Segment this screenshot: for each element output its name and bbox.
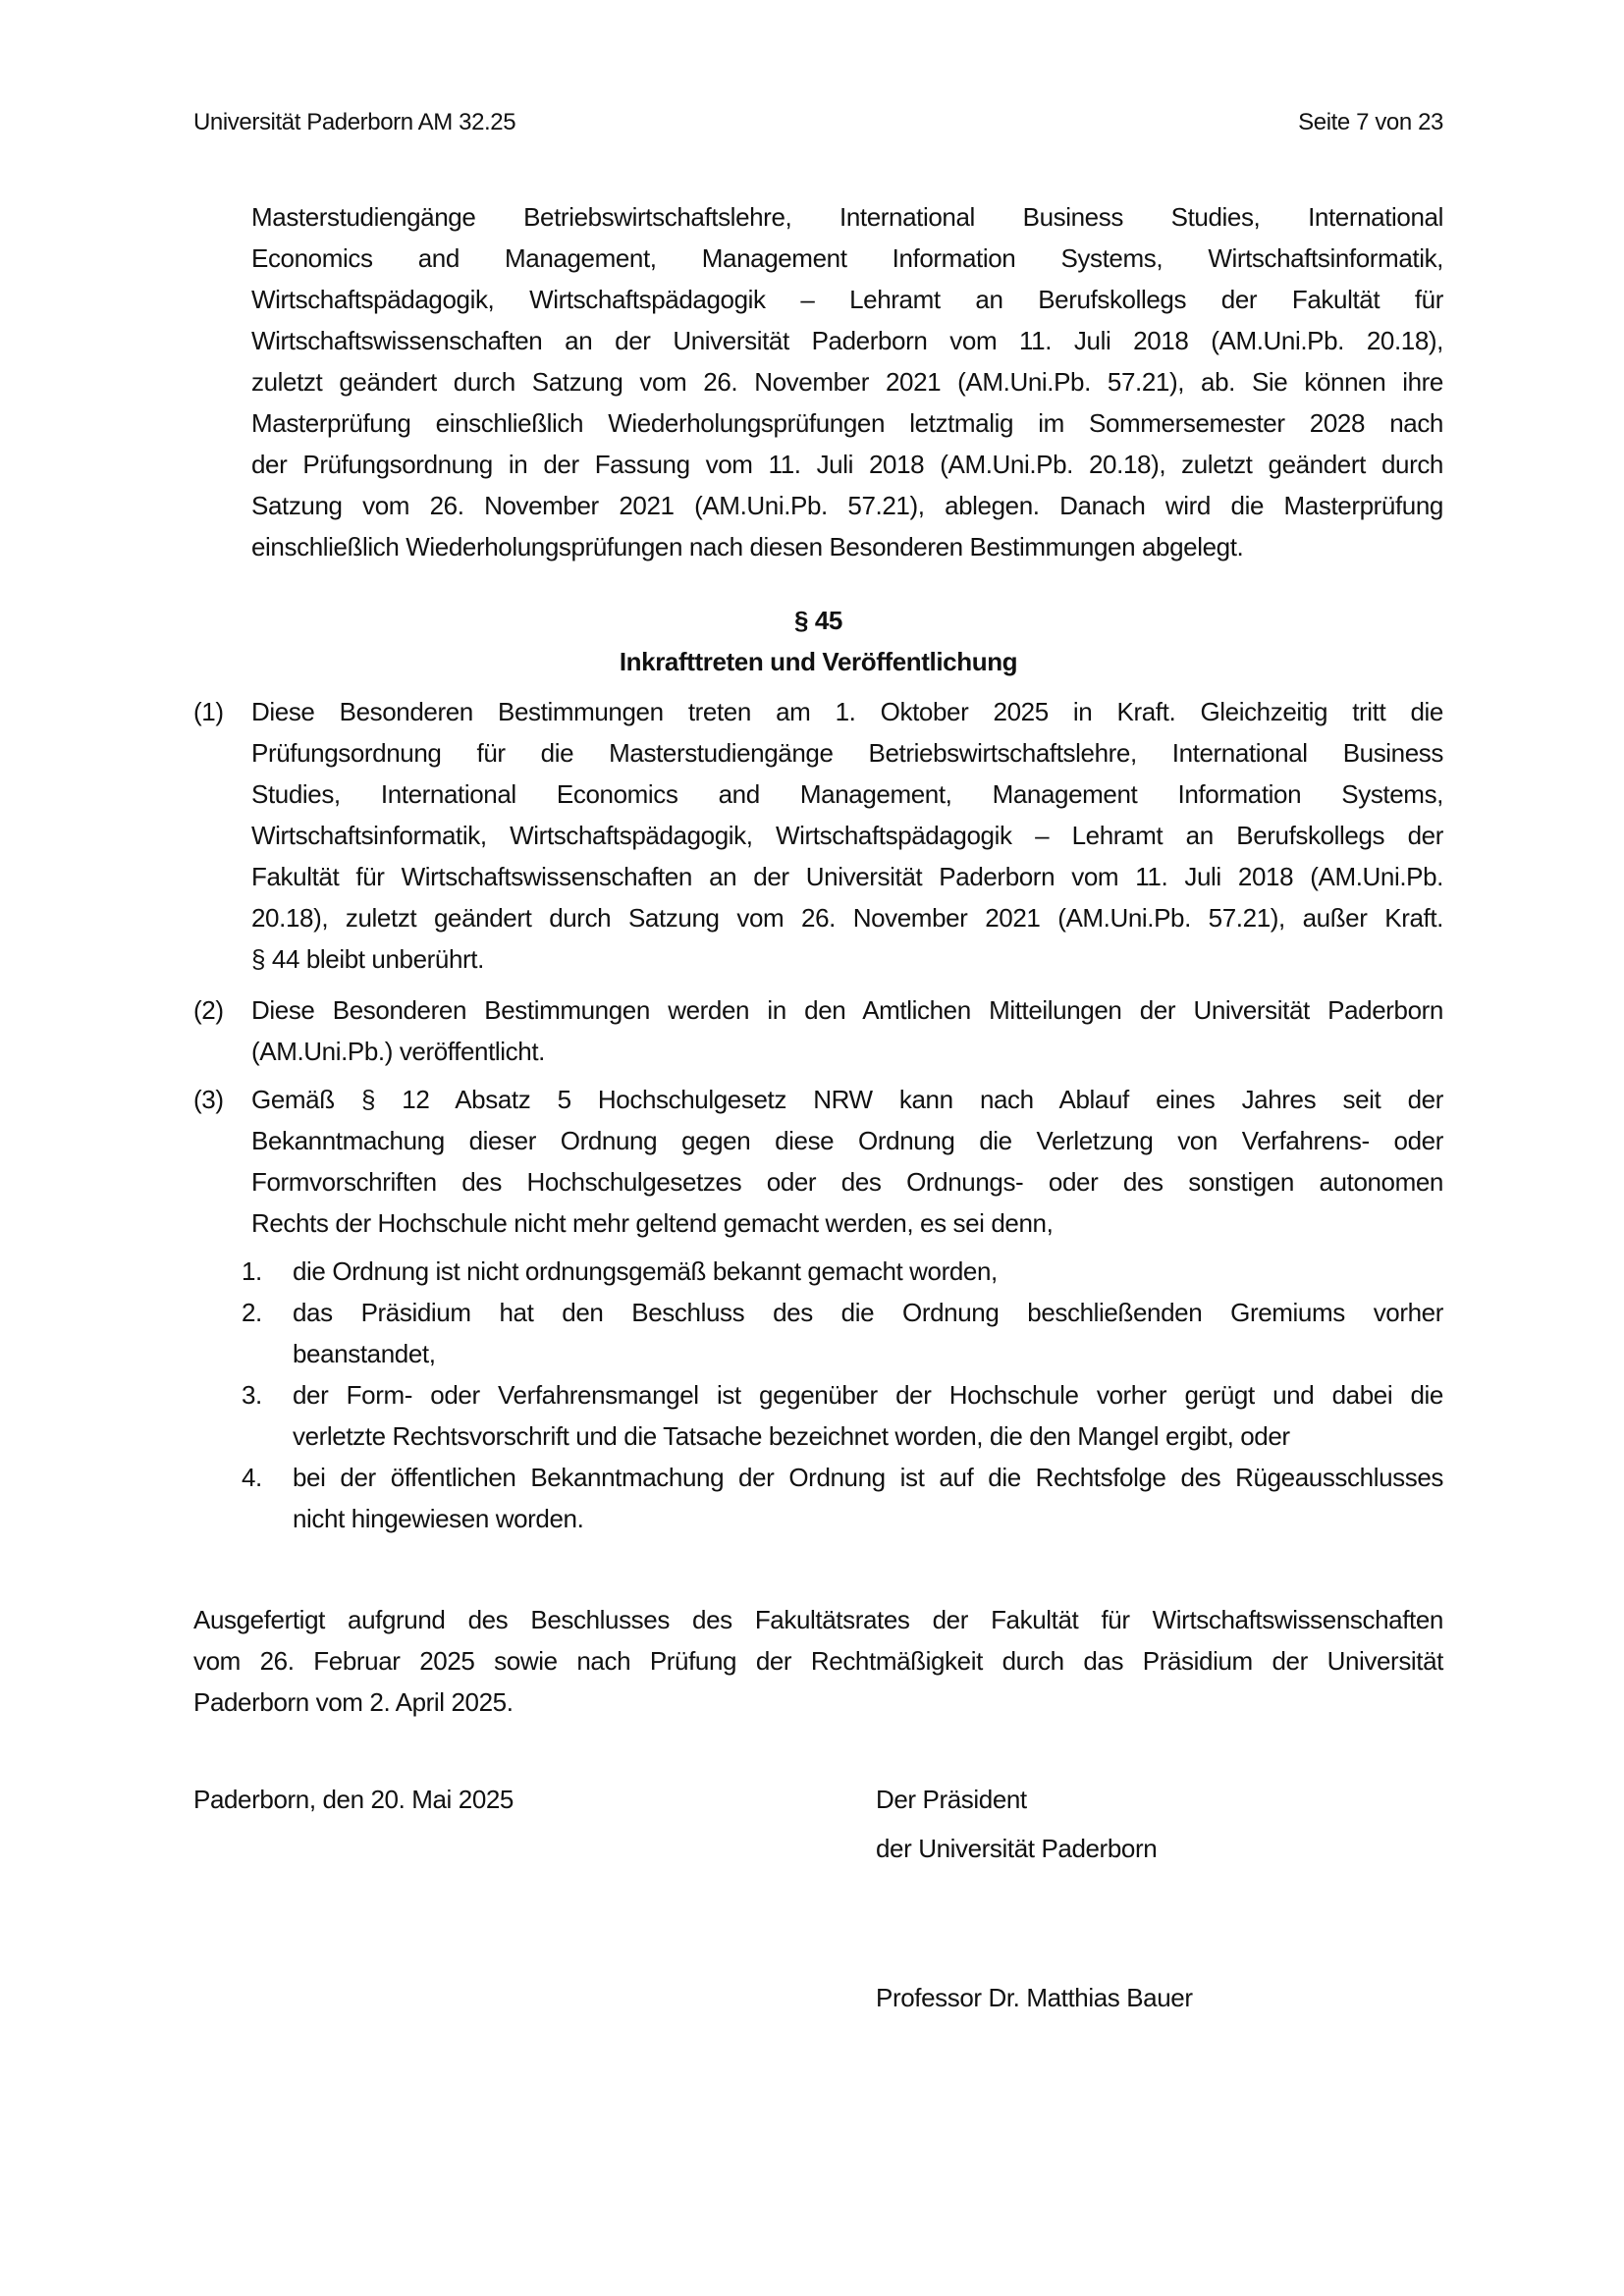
text-line: Economics and Management, Management Information Systems, Wirtschaftsinformatik, (251, 243, 1443, 273)
text-line: verletzte Rechtsvorschrift und die Tatsache bezeichnet worden, die den Mangel ergibt, oder (293, 1421, 1290, 1451)
text-line: die Ordnung ist nicht ordnungsgemäß bekannt gemacht worden, (293, 1256, 998, 1286)
exception-list (242, 1251, 1443, 1539)
list-number: 1. (242, 1256, 262, 1286)
text-line: Masterstudiengänge Betriebswirtschaftslehre, International Business Studies, International (251, 202, 1443, 232)
text-line: der Form- oder Verfahrensmangel ist gegenüber der Hochschule vorher gerügt und dabei die (293, 1380, 1443, 1410)
clause-text (251, 691, 1443, 980)
clause-text (251, 1079, 1443, 1244)
list-text (293, 1374, 1443, 1457)
text-line: Paderborn vom 2. April 2025. (193, 1687, 514, 1717)
list-item (242, 1374, 1443, 1457)
place-date: Paderborn, den 20. Mai 2025 (193, 1785, 514, 1814)
signatory-institution: der Universität Paderborn (876, 1834, 1158, 1863)
list-number: 4. (242, 1463, 262, 1492)
closing-paragraph (193, 1599, 1443, 1723)
text-line: zuletzt geändert durch Satzung vom 26. November 2021 (AM.Uni.Pb. 57.21), ab. Sie können ihre (251, 367, 1443, 397)
text-line: Diese Besonderen Bestimmungen werden in den Amtlichen Mitteilungen der Universität Paderborn (251, 995, 1443, 1025)
text-line: Diese Besonderen Bestimmungen treten am 1. Oktober 2025 in Kraft. Gleichzeitig tritt die (251, 697, 1443, 726)
list-item (242, 1457, 1443, 1539)
list-number: 3. (242, 1380, 262, 1410)
text-line: (AM.Uni.Pb.) veröffentlicht. (251, 1037, 545, 1066)
text-line: Rechts der Hochschule nicht mehr geltend gemacht werden, es sei denn, (251, 1208, 1054, 1238)
text-line: bei der öffentlichen Bekanntmachung der Ordnung ist auf die Rechtsfolge des Rügeausschlusses (293, 1463, 1443, 1492)
text-line: das Präsidium hat den Beschluss des die Ordnung beschließenden Gremiums vorher (293, 1298, 1443, 1327)
list-number: 2. (242, 1298, 262, 1327)
text-line: Masterprüfung einschließlich Wiederholungsprüfungen letztmalig im Sommersemester 2028 nach (251, 408, 1443, 438)
list-item (242, 1251, 1443, 1292)
clause-text (251, 989, 1443, 1072)
intro-paragraph (251, 196, 1443, 567)
clause-2 (193, 989, 1443, 1072)
text-line: einschließlich Wiederholungsprüfungen nach diesen Besonderen Bestimmungen abgelegt. (251, 532, 1244, 561)
text-line: Studies, International Economics and Management, Management Information Systems, (251, 779, 1443, 809)
signatory-title: Der Präsident (876, 1785, 1027, 1814)
section-title: Inkrafttreten und Veröffentlichung (619, 647, 1018, 676)
text-line: nicht hingewiesen worden. (293, 1504, 584, 1533)
text-line: vom 26. Februar 2025 sowie nach Prüfung der Rechtmäßigkeit durch das Präsidium der Universität (193, 1646, 1443, 1676)
text-line: Wirtschaftspädagogik, Wirtschaftspädagogik – Lehramt an Berufskollegs der Fakultät für (251, 285, 1443, 314)
text-line: Ausgefertigt aufgrund des Beschlusses des Fakultätsrates der Fakultät für Wirtschaftswissenschaften (193, 1605, 1443, 1634)
clause-label: (2) (193, 995, 224, 1025)
text-line: der Prüfungsordnung in der Fassung vom 11. Juli 2018 (AM.Uni.Pb. 20.18), zuletzt geändert durch (251, 450, 1443, 479)
signatory-name: Professor Dr. Matthias Bauer (876, 1983, 1193, 2012)
header-left: Universität Paderborn AM 32.25 (193, 109, 516, 135)
text-line: Bekanntmachung dieser Ordnung gegen diese Ordnung die Verletzung von Verfahrens- oder (251, 1126, 1443, 1155)
text-line: Satzung vom 26. November 2021 (AM.Uni.Pb. 57.21), ablegen. Danach wird die Masterprüfung (251, 491, 1443, 520)
clause-3 (193, 1079, 1443, 1244)
clause-label: (3) (193, 1085, 224, 1114)
list-item (242, 1292, 1443, 1374)
clause-label: (1) (193, 697, 224, 726)
section-number: § 45 (793, 606, 842, 635)
clause-1 (193, 691, 1443, 980)
text-line: 20.18), zuletzt geändert durch Satzung vom 26. November 2021 (AM.Uni.Pb. 57.21), außer Kraft. (251, 903, 1443, 933)
text-line: Fakultät für Wirtschaftswissenschaften an der Universität Paderborn vom 11. Juli 2018 (AM.Uni.Pb. (251, 862, 1443, 891)
text-line: Formvorschriften des Hochschulgesetzes oder des Ordnungs- oder des sonstigen autonomen (251, 1167, 1443, 1197)
text-line: Prüfungsordnung für die Masterstudiengänge Betriebswirtschaftslehre, International Business (251, 738, 1443, 768)
text-line: Gemäß § 12 Absatz 5 Hochschulgesetz NRW kann nach Ablauf eines Jahres seit der (251, 1085, 1443, 1114)
list-text (293, 1292, 1443, 1374)
list-text (293, 1457, 1443, 1539)
text-line: beanstandet, (293, 1339, 436, 1368)
header-page-number: Seite 7 von 23 (1298, 109, 1443, 135)
text-line: Wirtschaftsinformatik, Wirtschaftspädagogik, Wirtschaftspädagogik – Lehramt an Berufskollegs der (251, 821, 1443, 850)
list-text (293, 1251, 1443, 1292)
text-line: § 44 bleibt unberührt. (251, 944, 484, 974)
text-line: Wirtschaftswissenschaften an der Universität Paderborn vom 11. Juli 2018 (AM.Uni.Pb. 20.18), (251, 326, 1443, 355)
